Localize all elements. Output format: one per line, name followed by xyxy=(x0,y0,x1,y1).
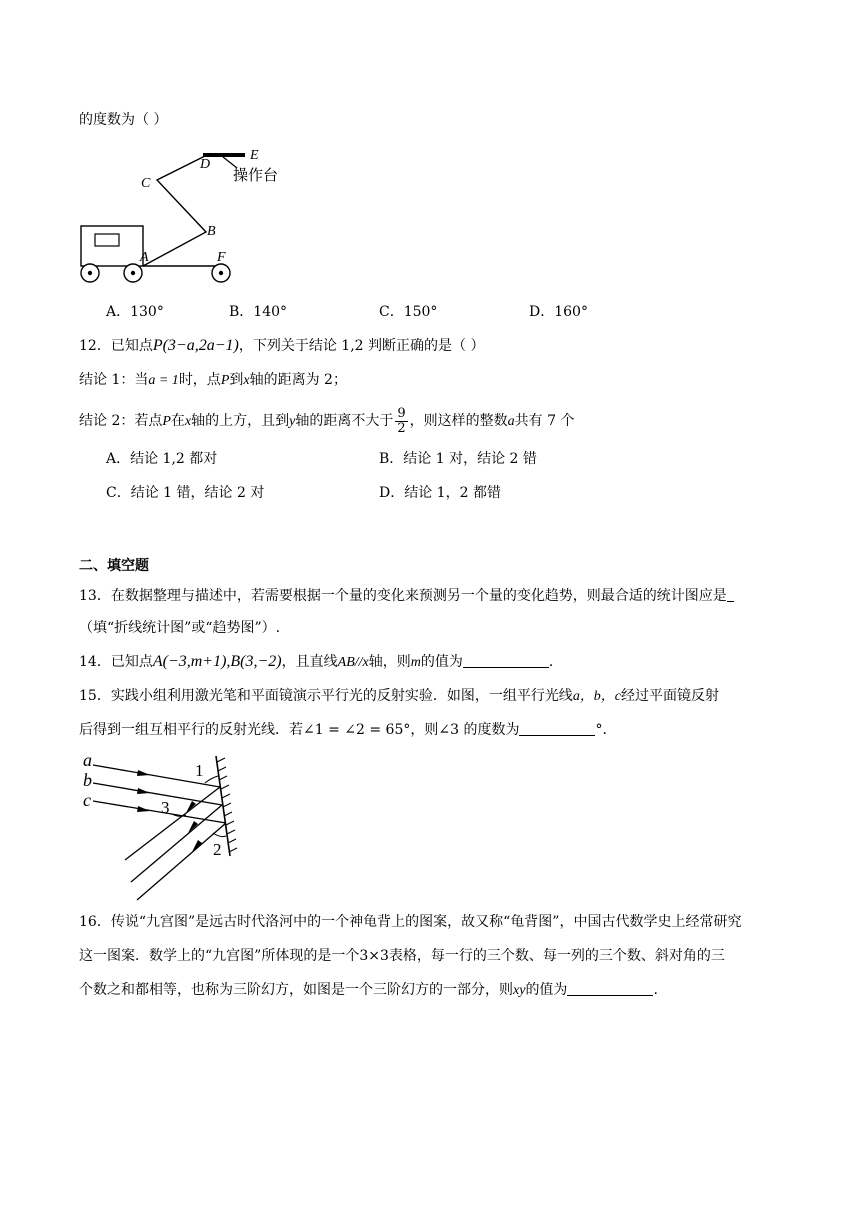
q16-line-2: 这一图案．数学上的“九宫图”所体现的是一个3×3表格，每一行的三个数、每一列的三个数、斜对角的三 xyxy=(79,948,725,964)
q14-answer-blank[interactable] xyxy=(463,653,549,668)
section-title-fill-in: 二、填空题 xyxy=(79,558,149,574)
label-angle-3: 3 xyxy=(161,798,170,817)
label-e: E xyxy=(250,148,259,163)
label-angle-1: 1 xyxy=(195,761,204,780)
q11-option-c[interactable]: C．150° xyxy=(379,304,438,320)
incident-arrows xyxy=(137,770,150,812)
wheel-1 xyxy=(81,264,99,282)
q12-conclusion-2: 结论 2：若点P在x轴的上方，且到y轴的距离不大于 $\frac{9}{2}$ ，则这样的整数a共有 7 个 xyxy=(79,405,575,436)
q13-line-2: （填“折线统计图”或“趋势图”）. xyxy=(79,620,281,636)
reflected-arrows xyxy=(186,801,202,852)
car-window xyxy=(95,234,119,246)
q12-stem: 12．已知点P(3−a,2a−1)，下列关于结论 1,2 判断正确的是（ ） xyxy=(79,337,485,354)
q11-stem-tail: 的度数为（ ） xyxy=(79,112,168,128)
label-c: C xyxy=(141,176,151,191)
q12-option-d[interactable]: D．结论 1，2 都错 xyxy=(379,485,501,501)
label-platform: 操作台 xyxy=(233,166,279,184)
q16-line-1: 16．传说“九宫图”是远古时代洛河中的一个神龟背上的图案，故又称“龟背图”，中国古代数学史上经常研究 xyxy=(79,914,742,930)
label-angle-2: 2 xyxy=(213,840,222,859)
q13-answer-blank[interactable] xyxy=(727,587,734,602)
q11-option-b[interactable]: B．140° xyxy=(229,304,288,320)
incident-rays xyxy=(93,765,226,823)
label-b: B xyxy=(207,224,216,239)
angle-1-arc xyxy=(205,776,218,783)
q15-answer-blank[interactable] xyxy=(519,721,595,736)
q11-figure xyxy=(75,140,295,290)
label-ray-a: a xyxy=(83,750,92,770)
q15-line-1: 15．实践小组利用激光笔和平面镜演示平行光的反射实验．如图，一组平行光线a，b，c经过平面镜反射 xyxy=(79,688,720,704)
q16-line-3: 个数之和都相等，也称为三阶幻方，如图是一个三阶幻方的一部分，则xy的值为 . xyxy=(79,982,658,998)
q12-option-b[interactable]: B．结论 1 对，结论 2 错 xyxy=(379,451,537,467)
q14-line: 14．已知点A(−3,m+1),B(3,−2)，且直线AB//x轴，则m的值为 . xyxy=(79,653,554,670)
q11-option-d[interactable]: D．160° xyxy=(529,304,588,320)
label-ray-c: c xyxy=(83,790,91,810)
q12-option-c[interactable]: C．结论 1 错，结论 2 对 xyxy=(106,485,265,501)
label-ray-b: b xyxy=(83,770,92,790)
q11-option-a[interactable]: A．130° xyxy=(106,304,164,320)
q16-answer-blank[interactable] xyxy=(567,981,653,996)
arm-lines xyxy=(143,155,207,266)
label-d: D xyxy=(200,157,211,172)
label-f: F xyxy=(217,250,226,265)
q13-line-1: 13．在数据整理与描述中，若需要根据一个量的变化来预测另一个量的变化趋势，则最合适的统计图应是 xyxy=(79,586,734,606)
angle-2-arc xyxy=(213,833,226,837)
wheel-3 xyxy=(212,264,230,282)
q12-option-a[interactable]: A．结论 1,2 都对 xyxy=(106,451,218,467)
reflected-rays xyxy=(125,787,226,900)
q12-conclusion-1: 结论 1：当a = 1时，点P到x轴的距离为 2； xyxy=(79,372,347,388)
q12-point: P(3−a,2a−1) xyxy=(152,337,239,354)
q15-line-2: 后得到一组互相平行的反射光线．若∠1 = ∠2 = 65°，则∠3 的度数为 °． xyxy=(79,722,617,738)
label-a: A xyxy=(140,250,149,265)
q15-figure xyxy=(75,750,245,905)
wheel-2 xyxy=(124,264,142,282)
fraction-nine-halves: $\frac{9}{2}$ xyxy=(397,405,406,436)
